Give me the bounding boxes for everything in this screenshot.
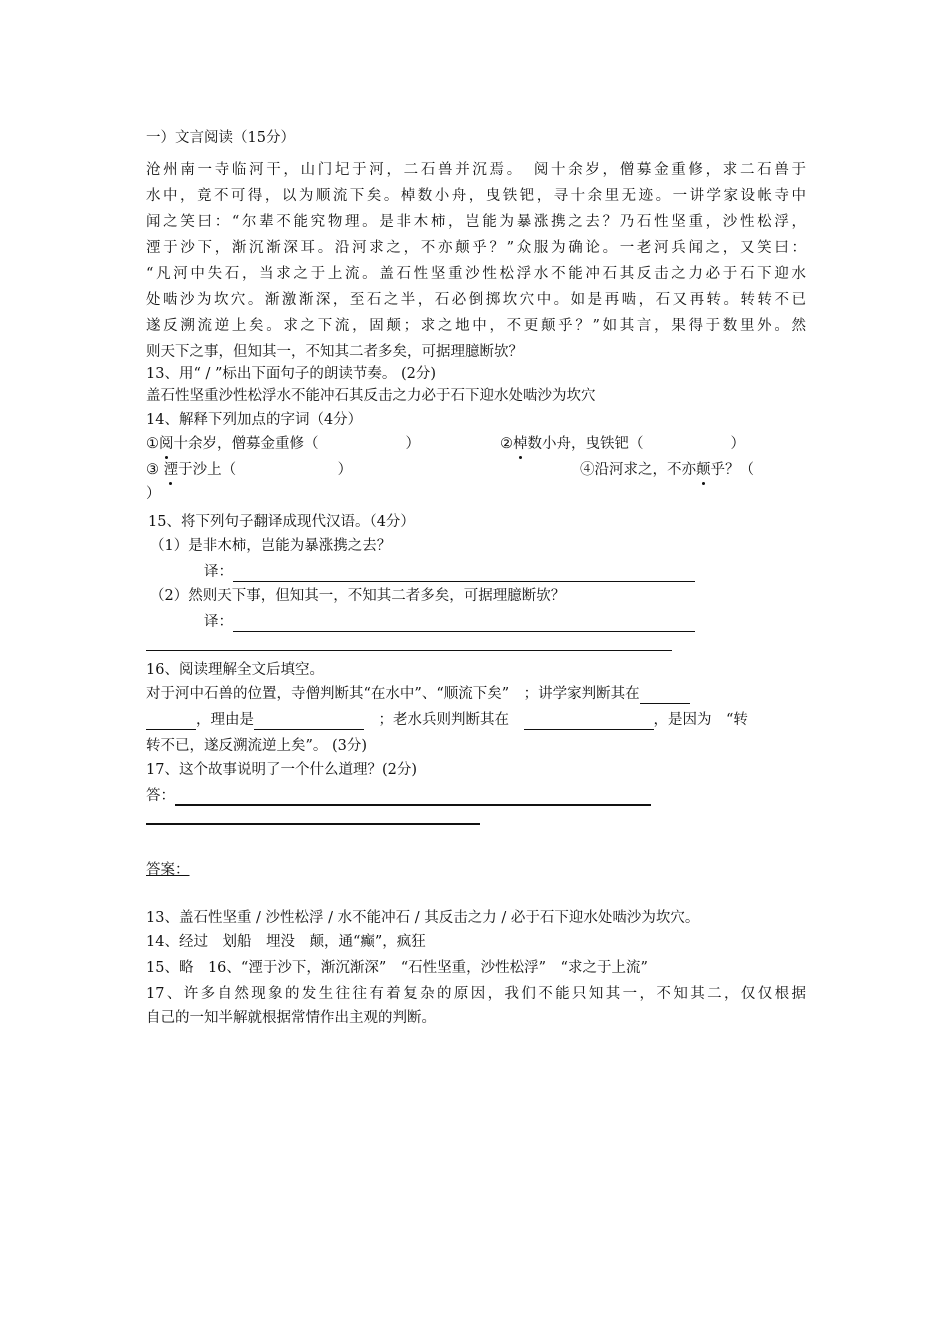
answer-13: 13、盖石性坚重 / 沙性松浮 / 水不能冲石 / 其反击之力 / 必于石下迎水处啮沙为坎穴。 [146, 910, 700, 926]
answer-label: 答： [146, 788, 175, 804]
section-title: 一）文言阅读（15分） [146, 130, 295, 146]
translate-blank[interactable] [233, 567, 695, 582]
passage-line: “凡河中失石，当求之于上流。盖石性坚重沙性松浮水不能冲石其反击之力必于石下迎水 [146, 266, 806, 282]
q13-prompt: 13、用“ / ”标出下面句子的朗读节奏。 (2分) [146, 366, 437, 382]
q17-prompt: 17、这个故事说明了一个什么道理？(2分) [146, 762, 417, 778]
translate-blank[interactable] [233, 617, 695, 632]
answer-17-line-1: 17、许多自然现象的发生往往有着复杂的原因，我们不能只知其一，不知其二，仅仅根据 [146, 986, 806, 1002]
q14-item-4 [580, 460, 754, 480]
answers-heading: 答案： [146, 862, 190, 878]
dotted-char: 颠 [696, 462, 711, 478]
passage-line: 闻之笑曰：“尔辈不能究物理。是非木柿，岂能为暴涨携之去？乃石性坚重，沙性松浮， [146, 214, 806, 230]
answer-14: 14、经过 划船 埋没 颠，通“癫”，疯狂 [146, 934, 426, 950]
q14-item-3-prefix: ③ [146, 462, 164, 478]
passage-line: 水中，竟不可得，以为顺流下矣。棹数小舟，曳铁钯，寻十余里无迹。一讲学家设帐寺中 [146, 188, 806, 204]
passage-line: 沧州南一寺临河干，山门圮于河，二石兽并沉焉。 阅十余岁，僧募金重修，求二石兽于 [146, 162, 806, 178]
q16-text: 对于河中石兽的位置，寺僧判断其“在水中”、“顺流下矣” ；讲学家判断其在 [146, 686, 640, 702]
q16-prompt: 16、阅读理解全文后填空。 [146, 662, 324, 678]
q15-sentence-2: （2）然则天下事，但知其一，不知其二者多矣，可据理臆断欤？ [150, 588, 566, 604]
dotted-char: 棹 [513, 436, 528, 452]
dotted-char: 阅 [159, 436, 174, 452]
translate-label: 译： [204, 564, 233, 580]
q15-prompt: 15、将下列句子翻译成现代汉语。（4分） [148, 514, 415, 530]
q15-sentence-1: （1）是非木柿，岂能为暴涨携之去？ [150, 538, 392, 554]
answer-15-16: 15、略 16、“湮于沙下，渐沉渐深” “石性坚重，沙性松浮” “求之于上流” [146, 960, 648, 976]
q14-item-2-text: 数小舟，曳铁钯（ ） [527, 436, 745, 452]
q16-line-3: 转不已，遂反溯流逆上矣”。 (3分) [146, 738, 368, 754]
q14-item-1-prefix: ① [146, 436, 159, 452]
q14-item-4-prefix: ④沿河求之，不亦 [580, 462, 696, 478]
q14-item-3-text: 于沙上（ ） [178, 462, 353, 478]
q14-item-4-close: ） [146, 486, 161, 502]
translate-label: 译： [204, 614, 233, 630]
answer-blank[interactable] [175, 790, 651, 806]
fill-blank[interactable] [146, 715, 196, 730]
q15-translate-1 [204, 562, 695, 582]
q14-item-4-text: 乎？（ [710, 462, 754, 478]
q16-line-2 [146, 710, 748, 730]
answer-17-line-2: 自己的一知半解就根据常情作出主观的判断。 [146, 1010, 436, 1026]
q14-item-3 [146, 460, 352, 480]
q17-answer-rule[interactable] [146, 823, 480, 825]
q15-translate-2 [204, 612, 695, 632]
q14-item-1-text: 十余岁，僧募金重修（ ） [173, 436, 420, 452]
q16-text: ，理由是 [196, 712, 254, 728]
q16-line-1 [146, 684, 690, 704]
passage-line: 遂反溯流逆上矣。求之下流，固颠；求之地中，不更颠乎？”如其言，果得于数里外。然 [146, 318, 806, 334]
passage-line: 则天下之事，但知其一，不知其二者多矣，可据理臆断欤？ [146, 344, 523, 360]
passage-line: 处啮沙为坎穴。渐激渐深，至石之半，石必倒掷坎穴中。如是再啮，石又再转。转转不已 [146, 292, 806, 308]
dotted-char: 湮 [163, 462, 179, 478]
q16-text: ；老水兵则判断其在 [378, 712, 509, 728]
q13-sentence: 盖石性坚重沙性松浮水不能冲石其反击之力必于石下迎水处啮沙为坎穴 [146, 388, 596, 404]
q14-item-1 [146, 434, 420, 454]
fill-blank[interactable] [640, 689, 690, 704]
fill-blank[interactable] [524, 715, 654, 730]
q16-text: ，是因为 “转 [653, 712, 748, 728]
q14-prompt: 14、解释下列加点的字词（4分） [146, 412, 363, 428]
q14-item-2 [500, 434, 745, 454]
q15-answer-rule[interactable] [146, 650, 672, 651]
q14-item-2-prefix: ② [500, 436, 513, 452]
q17-answer [146, 786, 651, 806]
passage-line: 湮于沙下，渐沉渐深耳。沿河求之，不亦颠乎？”众服为确论。一老河兵闻之，又笑曰： [146, 240, 806, 256]
fill-blank[interactable] [254, 715, 364, 730]
